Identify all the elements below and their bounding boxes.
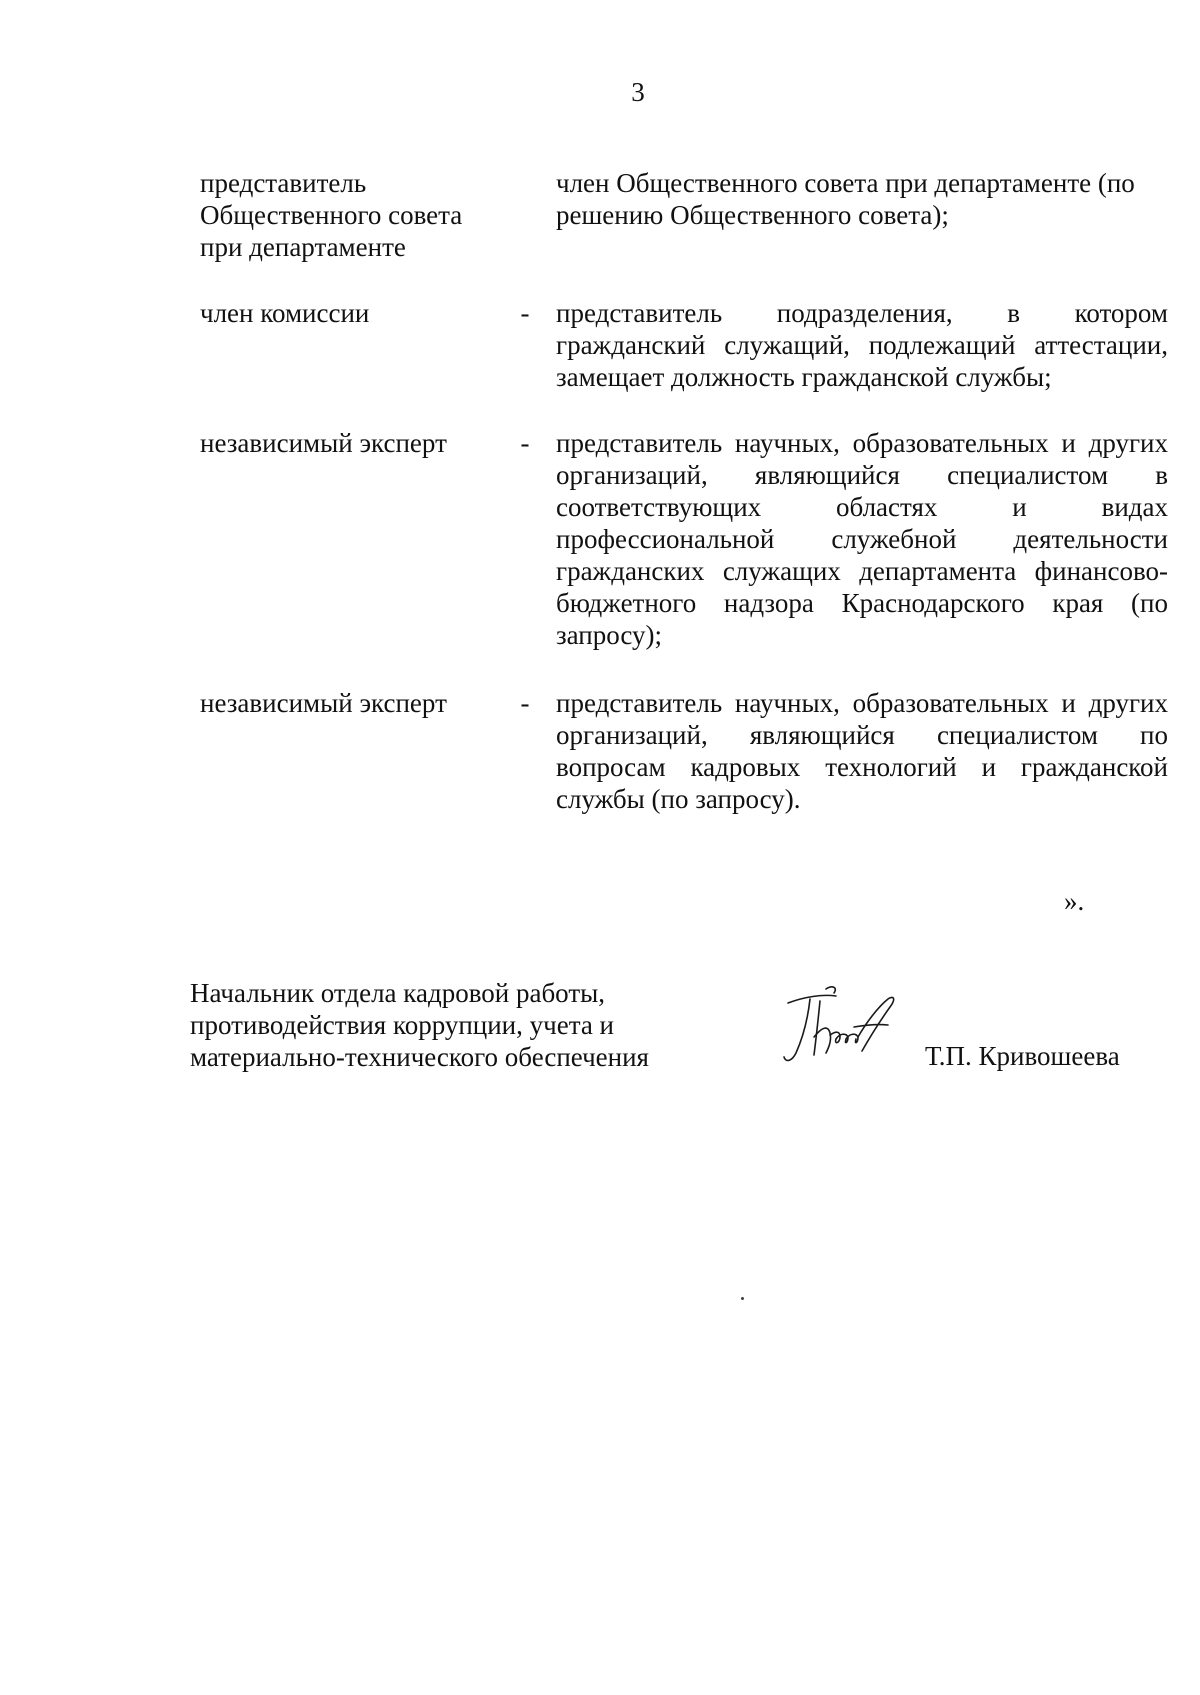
roster-description: представитель научных, образовательных и других организаций, являющийся специалистом в соответствующих областях и видах профессиональной служебной деятельности гражданских служащих департамента финансово-бюджетного надзора Краснодарского края (по запросу); [556,428,1168,650]
roster-description: представитель научных, образовательных и других организаций, являющийся специалистом по вопросам кадровых технологий и гражданской службы (по запросу). [556,688,1168,814]
roster-role: независимый эксперт [200,688,447,718]
roster-description: представитель подразделения, в котором гражданский служащий, подлежащий аттестации, замещает должность гражданской службы; [556,298,1168,392]
signatory-position-line: противодействия коррупции, учета и [190,1010,615,1040]
signatory-name: Т.П. Кривошеева [925,1041,1120,1071]
signatory-position [190,977,710,1073]
handwritten-signature-icon [770,977,920,1077]
roster-description: член Общественного совета при департаменте (по решению Общественного совета); [556,168,1135,230]
roster-role: независимый эксперт [200,428,447,458]
signatory-position-line: материально-технического обеспечения [190,1042,649,1072]
roster-dash: - [520,688,530,718]
closing-quote: ». [1064,886,1085,916]
signatory-position-line: Начальник отдела кадровой работы, [190,978,606,1008]
page-number-text: 3 [631,77,645,107]
roster-dash: - [520,428,530,458]
signature-block [190,977,1150,1117]
scan-artifact-dot [741,1297,744,1300]
roster-role: представитель Общественного совета при департаменте [200,168,463,262]
roster-dash: - [520,298,530,328]
page-number [76,76,1200,108]
roster-role: член комиссии [200,298,370,328]
